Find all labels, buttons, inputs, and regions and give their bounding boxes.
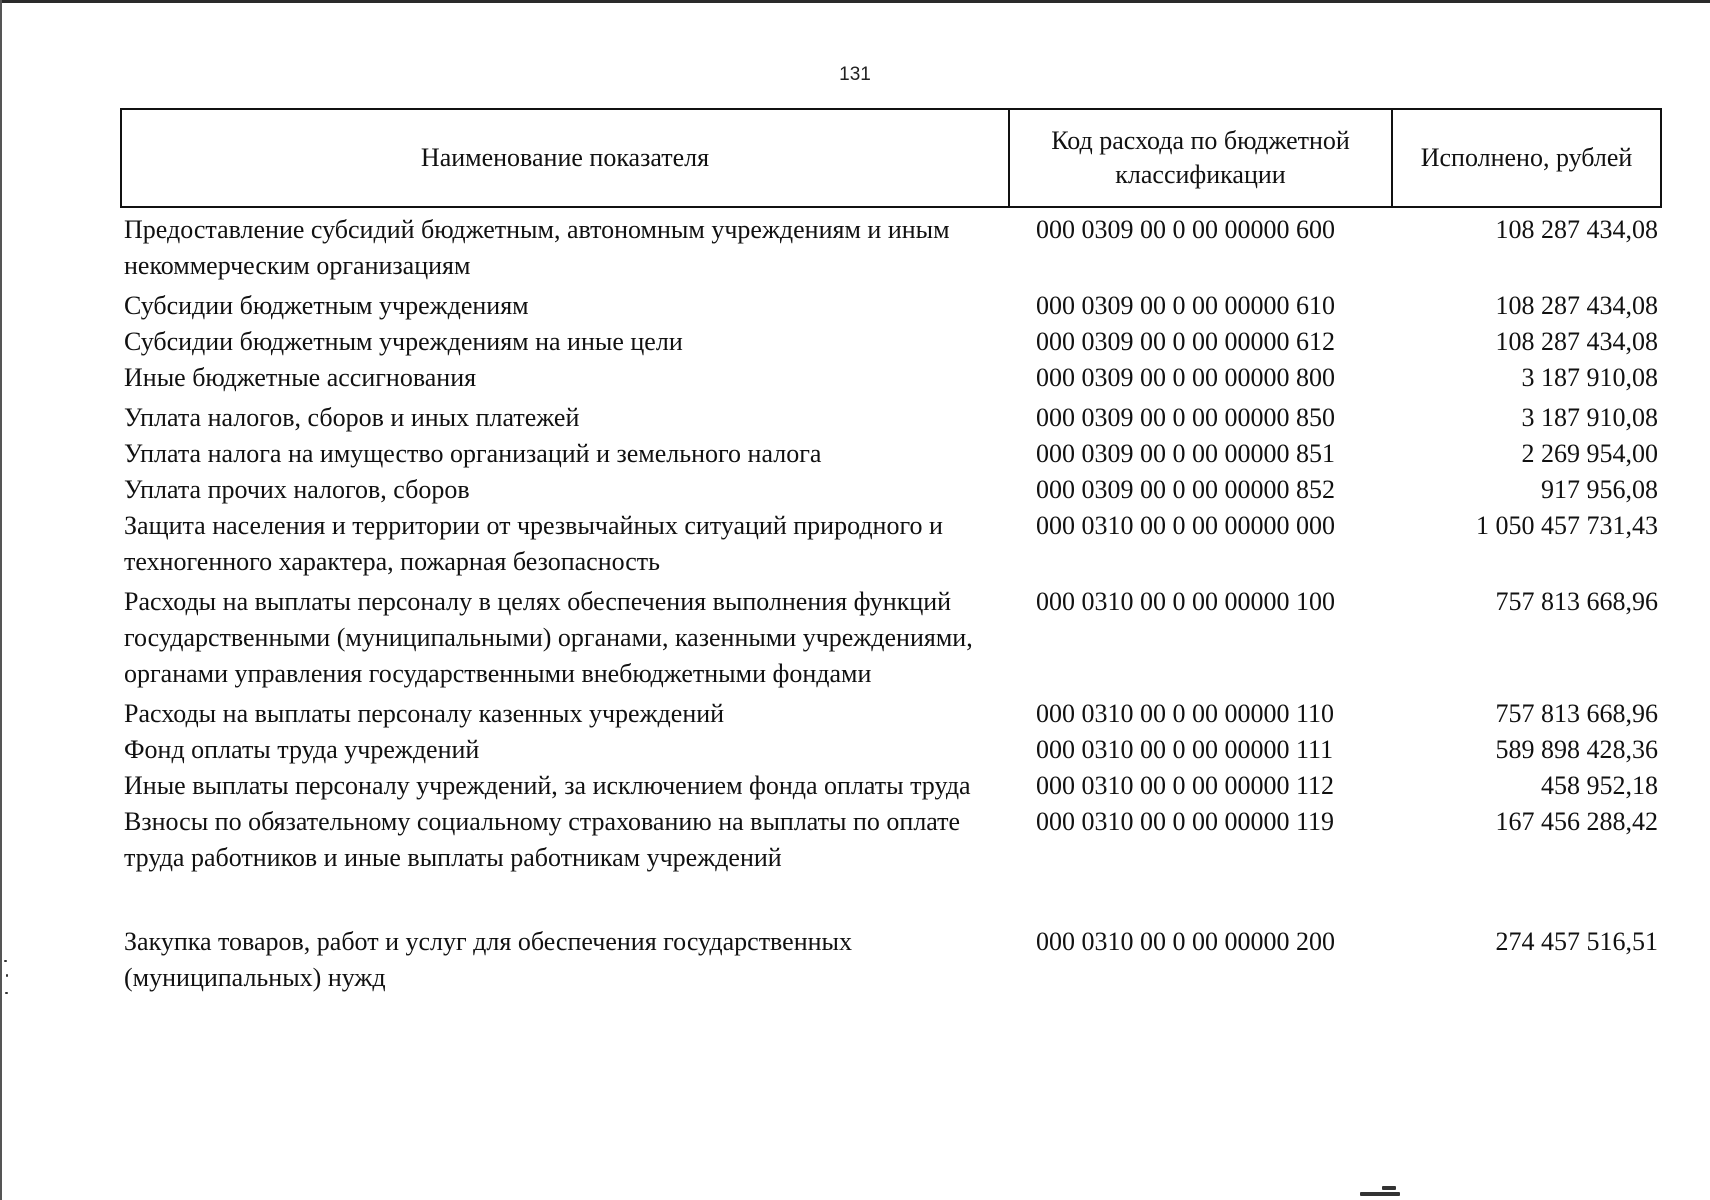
row-code: 000 0310 00 0 00 00000 111 [1036,735,1334,764]
header-code: Код расхода по бюджетной классификации [1010,110,1393,206]
row-code: 000 0310 00 0 00 00000 119 [1036,807,1335,836]
header-executed: Исполнено, рублей [1420,143,1633,172]
row-executed: 589 898 428,36 [1495,735,1658,764]
row-code: 000 0309 00 0 00 00000 851 [1036,439,1335,468]
row-executed: 1 050 457 731,43 [1476,511,1658,540]
row-name: Расходы на выплаты персоналу казенных учреждений [124,699,725,728]
row-code: 000 0309 00 0 00 00000 612 [1036,327,1335,356]
scan-border-left [0,0,2,1200]
row-name: Уплата налога на имущество организаций и земельного налога [124,439,822,468]
row-code: 000 0310 00 0 00 00000 200 [1036,927,1335,956]
row-executed: 108 287 434,08 [1495,327,1658,356]
header-name: Наименование показателя [122,110,1010,206]
row-executed: 167 456 288,42 [1495,807,1658,836]
table-row [122,436,1662,472]
row-executed: 274 457 516,51 [1495,927,1658,956]
table-row [122,508,1662,580]
scan-speck [6,974,8,977]
row-code: 000 0309 00 0 00 00000 800 [1036,363,1335,392]
row-executed: 917 956,08 [1541,475,1658,504]
scan-speck [4,960,7,962]
table-row [122,212,1662,284]
table-row [122,584,1662,692]
row-executed: 3 187 910,08 [1521,403,1658,432]
table-row [122,924,1662,996]
row-code: 000 0310 00 0 00 00000 000 [1036,511,1335,540]
row-name: Закупка товаров, работ и услуг для обеспечения государственных (муниципальных) нужд [124,927,853,992]
row-executed: 458 952,18 [1541,771,1658,800]
row-executed: 757 813 668,96 [1495,699,1658,728]
row-code: 000 0310 00 0 00 00000 110 [1036,699,1335,728]
row-code: 000 0309 00 0 00 00000 610 [1036,291,1335,320]
table-row [122,324,1662,360]
scan-speck [5,992,8,994]
row-code: 000 0310 00 0 00 00000 100 [1036,587,1335,616]
table-header [120,108,1662,208]
row-executed: 757 813 668,96 [1495,587,1658,616]
row-name: Уплата прочих налогов, сборов [124,475,470,504]
row-name: Субсидии бюджетным учреждениям [124,291,529,320]
row-executed: 2 269 954,00 [1521,439,1658,468]
row-code: 000 0310 00 0 00 00000 112 [1036,771,1335,800]
row-executed: 3 187 910,08 [1521,363,1658,392]
row-code: 000 0309 00 0 00 00000 600 [1036,215,1335,244]
row-name: Взносы по обязательному социальному страхованию на выплаты по оплате труда работников и иные выплаты работникам учреждений [124,807,961,872]
scan-border-top [0,0,1710,3]
table-row [122,768,1662,804]
table-row [122,288,1662,324]
row-name: Фонд оплаты труда учреждений [124,735,480,764]
table-row [122,732,1662,768]
table-row [122,472,1662,508]
table-row [122,696,1662,732]
row-name: Предоставление субсидий бюджетным, автономным учреждениям и иным некоммерческим организациям [124,215,950,280]
row-name: Иные выплаты персоналу учреждений, за исключением фонда оплаты труда [124,771,971,800]
scan-speck [1360,1192,1400,1196]
row-executed: 108 287 434,08 [1495,215,1658,244]
table-row [122,400,1662,436]
table-row [122,360,1662,396]
table-row [122,804,1662,876]
row-name: Уплата налогов, сборов и иных платежей [124,403,580,432]
table-body [122,212,1662,996]
row-name: Иные бюджетные ассигнования [124,363,477,392]
scan-speck [1382,1186,1396,1190]
page-number: 131 [839,64,871,85]
row-name: Защита населения и территории от чрезвычайных ситуаций природного и техногенного характера, пожарная безопасность [124,511,943,576]
row-code: 000 0309 00 0 00 00000 850 [1036,403,1335,432]
row-name: Расходы на выплаты персоналу в целях обеспечения выполнения функций государственными (муниципальными) органами, казенными учреждениями, органами управления государственными внебюджетными фондами [124,587,973,688]
row-code: 000 0309 00 0 00 00000 852 [1036,475,1335,504]
row-name: Субсидии бюджетным учреждениям на иные цели [124,327,683,356]
row-executed: 108 287 434,08 [1495,291,1658,320]
